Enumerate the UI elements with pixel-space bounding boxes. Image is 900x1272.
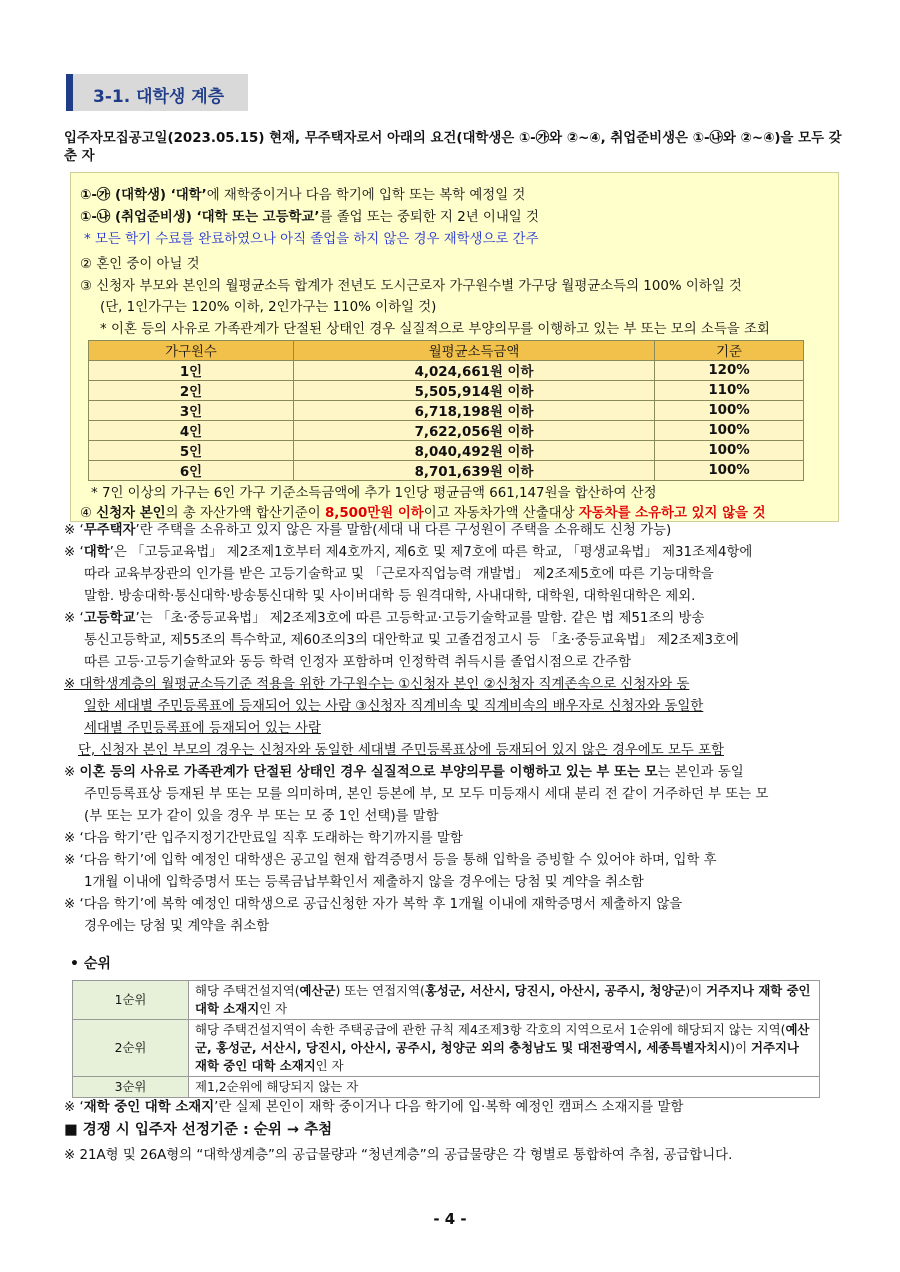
table-row	[89, 401, 804, 421]
req-3-sub: (단, 1인가구는 120% 이하, 2인가구는 110% 이하일 것)	[100, 300, 437, 315]
table-row	[89, 441, 804, 461]
cell: 110%	[655, 381, 804, 401]
req-3-note: * 이혼 등의 사유로 가족관계가 단절된 상태인 경우 실질적으로 부양의무를 이행하고 있는 부 또는 모의 소득을 조회	[100, 322, 770, 337]
req-1b: ①-㉯ (취업준비생) ‘대학 또는 고등학교’를 졸업 또는 중퇴한 지 2년 이내일 것	[80, 210, 539, 225]
table-row	[89, 461, 804, 481]
cell: 100%	[655, 421, 804, 441]
rank-2-label: 2순위	[73, 1020, 189, 1077]
col-income: 월평균소득금액	[294, 341, 655, 361]
cell: 2인	[89, 381, 294, 401]
req-1a: ①-㉮ (대학생) ‘대학’에 재학중이거나 다음 학기에 입학 또는 복학 예정일 것	[80, 188, 526, 203]
req-1-note: * 모든 학기 수료를 완료하였으나 아직 졸업을 하지 않은 경우 재학생으로 간주	[84, 232, 539, 247]
cell: 3인	[89, 401, 294, 421]
cell: 8,701,639원 이하	[294, 461, 655, 481]
table-row	[73, 1077, 820, 1098]
note-next-semester: ※ ‘다음 학기’란 입주지정기간만료일 직후 도래하는 학기까지를 말함	[64, 831, 463, 846]
rank-1-label: 1순위	[73, 981, 189, 1020]
note-admission: ※ ‘다음 학기’에 입학 예정인 대학생은 공고일 현재 합격증명서 등을 통해 입학을 증빙할 수 있어야 하며, 입학 후 1개월 이내에 입학증명서 또는 등록금납부확인서 제출하지 않을 경우에는 당첨 및 계약을 취소함	[64, 853, 717, 890]
note-divorce: ※ 이혼 등의 사유로 가족관계가 단절된 상태인 경우 실질적으로 부양의무를 이행하고 있는 부 또는 모는 본인과 동일 주민등록표상 등재된 부 또는 모를 의미하며, 본인 등본에 부, 모 모두 미등재시 세대 분리 전 같이 거주하던 부 또는 모 (부 또는 모가 같이 있을 경우 부 또는 모 중 1인 선택)를 말함	[64, 765, 769, 824]
section-title-box	[66, 74, 248, 111]
rank-2-text: 해당 주택건설지역이 속한 주택공급에 관한 규칙 제4조제3항 각호의 지역으로서 1순위에 해당되지 않는 지역(예산군, 홍성군, 서산시, 당진시, 아산시, 공주시, 청양군 외의 충청남도 및 대전광역시, 세종특별자치시)이 거주지나 재학 중인 대학 소재지인 자	[189, 1020, 820, 1077]
cell: 1인	[89, 361, 294, 381]
requirements-box	[70, 172, 839, 522]
note-household-members: ※ 대학생계층의 월평균소득기준 적용을 위한 가구원수는 ①신청자 본인 ②신청자 직계존속으로 신청자와 동 일한 세대별 주민등록표에 등재되어 있는 사람 ③신청자 직계비속 및 직계비속의 배우자로 신청자와 동일한 세대별 주민등록표에 등재되어 있는 사람	[64, 677, 704, 736]
cell: 4인	[89, 421, 294, 441]
cell: 6,718,198원 이하	[294, 401, 655, 421]
rank-table	[72, 980, 820, 1098]
cell: 100%	[655, 401, 804, 421]
req-2: ② 혼인 중이 아닐 것	[80, 257, 200, 272]
cell: 100%	[655, 441, 804, 461]
cell: 4,024,661원 이하	[294, 361, 655, 381]
cell: 6인	[89, 461, 294, 481]
section-title: 3-1. 대학생 계층	[93, 87, 225, 107]
note-parents: 단, 신청자 본인 부모의 경우는 신청자와 동일한 세대별 주민등록표상에 등재되어 있지 않은 경우에도 모두 포함	[78, 743, 724, 758]
cell: 5,505,914원 이하	[294, 381, 655, 401]
cell: 7,622,056원 이하	[294, 421, 655, 441]
note-return: ※ ‘다음 학기’에 복학 예정인 대학생으로 공급신청한 자가 복학 후 1개월 이내에 재학증명서 제출하지 않을 경우에는 당첨 및 계약을 취소함	[64, 897, 683, 934]
campus-note: ※ ‘재학 중인 대학 소재지’란 실제 본인이 재학 중이거나 다음 학기에 입·복학 예정인 캠퍼스 소재지를 말함	[64, 1100, 684, 1115]
rank-3-text: 제1,2순위에 해당되지 않는 자	[189, 1077, 820, 1098]
col-household: 가구원수	[89, 341, 294, 361]
note-university: ※ ‘대학’은 「고등교육법」 제2조제1호부터 제4호까지, 제6호 및 제7호에 따른 학교, 「평생교육법」 제31조제4항에 따라 교육부장관의 인가를 받은 고등기술학교 및 「근로자직업능력 개발법」 제2조제5호에 따른 기능대학을 말함. 방송대학·통신대학·방송통신대학 및 사이버대학 등 원격대학, 사내대학, 대학원, 대학원대학은 제외.	[64, 545, 753, 604]
rank-1-text: 해당 주택건설지역(예산군) 또는 연접지역(홍성군, 서산시, 당진시, 아산시, 공주시, 청양군)이 거주지나 재학 중인 대학 소재지인 자	[189, 981, 820, 1020]
income-table-header	[89, 341, 804, 361]
table-row	[89, 421, 804, 441]
note-no-house: ※ ‘무주택자’란 주택을 소유하고 있지 않은 자를 말함(세대 내 다른 구성원이 주택을 소유해도 신청 가능)	[64, 523, 672, 538]
rank-3-label: 3순위	[73, 1077, 189, 1098]
req-3: ③ 신청자 부모와 본인의 월평균소득 합계가 전년도 도시근로자 가구원수별 가구당 월평균소득의 100% 이하일 것	[80, 279, 742, 294]
req-4: ④ 신청자 본인의 총 자산가액 합산기준이 8,500만원 이하이고 자동차가액 산출대상 자동차를 소유하고 있지 않을 것	[80, 506, 766, 521]
note-highschool: ※ ‘고등학교’는 「초·중등교육법」 제2조제3호에 따른 고등학교·고등기술학교를 말함. 같은 법 제51조의 방송 통신고등학교, 제55조의 특수학교, 제60조의3의 대안학교 및 고졸검정고시 등 「초·중등교육법」 제2조제3호에 따른 고등·고등기술학교와 동등 학력 인정자 포함하며 인정학력 취득시를 졸업시점으로 간주함	[64, 611, 739, 670]
col-standard: 기준	[655, 341, 804, 361]
cell: 120%	[655, 361, 804, 381]
cell: 5인	[89, 441, 294, 461]
criteria-note: ※ 21A형 및 26A형의 “대학생계층”의 공급물량과 “청년계층”의 공급물량은 각 형별로 통합하여 추첨, 공급합니다.	[64, 1148, 733, 1163]
table-row	[89, 381, 804, 401]
table-row	[89, 361, 804, 381]
income-table	[88, 340, 804, 481]
cell: 100%	[655, 461, 804, 481]
table-row	[73, 981, 820, 1020]
table-note: * 7인 이상의 가구는 6인 가구 기준소득금액에 추가 1인당 평균금액 661,147원을 합산하여 산정	[91, 486, 657, 501]
cell: 8,040,492원 이하	[294, 441, 655, 461]
intro-text: 입주자모집공고일(2023.05.15) 현재, 무주택자로서 아래의 요건(대학생은 ①-㉮와 ②~④, 취업준비생은 ①-㉯와 ②~④)을 모두 갖춘 자	[64, 131, 842, 164]
rank-heading: • 순위	[70, 956, 111, 972]
notes-block	[64, 520, 844, 938]
table-row	[73, 1020, 820, 1077]
page-number: - 4 -	[433, 1210, 467, 1228]
selection-criteria: ■ 경쟁 시 입주자 선정기준 : 순위 → 추첨	[64, 1122, 333, 1138]
